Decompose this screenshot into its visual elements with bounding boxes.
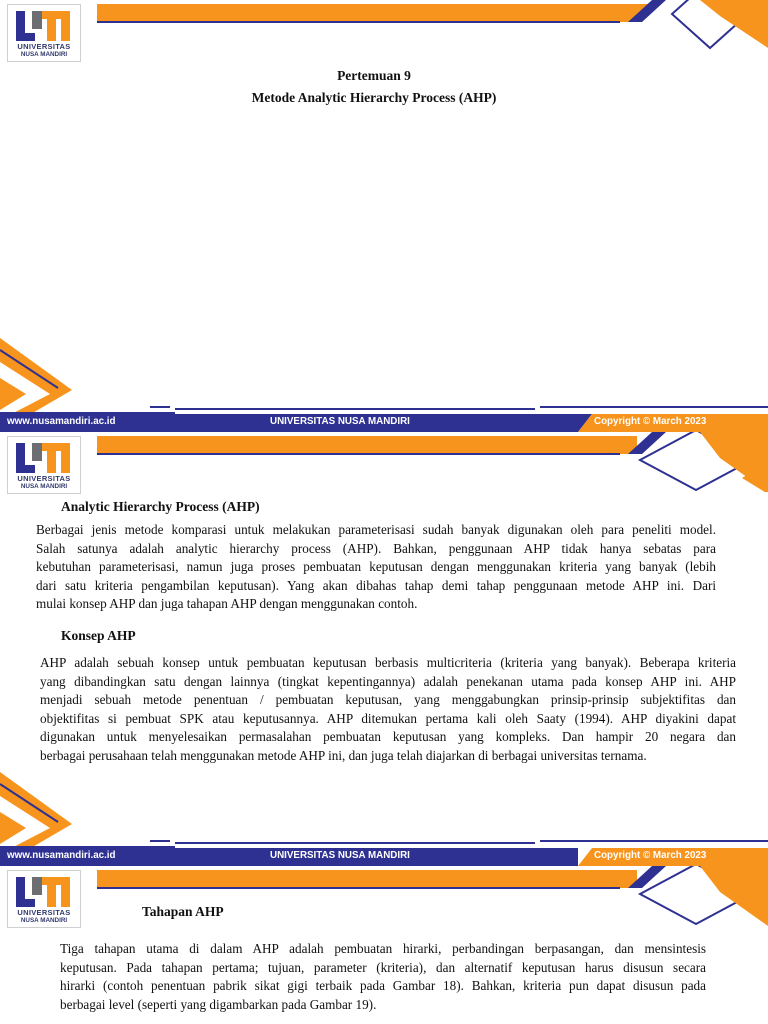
header-banner — [0, 0, 768, 60]
footer-copyright: Copyright © March 2023 — [594, 850, 707, 861]
page-2 — [0, 432, 768, 866]
header-banner — [0, 432, 768, 492]
footer-url: www.nusamandiri.ac.id — [7, 416, 116, 427]
logo-text-universitas: UNIVERSITAS — [17, 908, 71, 917]
footer-url: www.nusamandiri.ac.id — [7, 850, 116, 861]
paragraph-line: berbagai perusahaan telah menggunakan metode AHP ini, dan juga telah diajarkan di berbagai universitas ternama. — [40, 747, 647, 763]
subheading-konsep: Konsep AHP — [61, 628, 136, 643]
footer-copyright: Copyright © March 2023 — [594, 416, 707, 427]
paragraph-line: Salah satunya adalah analytic hierarchy process (AHP). Bahkan, penggunaan AHP tidak hanya sebatas para — [36, 540, 716, 556]
paragraph-line: mulai konsep AHP dan juga tahapan AHP dengan menggunakan contoh. — [36, 596, 418, 612]
university-logo — [7, 870, 81, 928]
logo-mark-icon — [12, 7, 76, 43]
paragraph-line: digunakan untuk menyelesaikan permasalahan pembuatan keputusan yang kompleks. Dan hampir 20 negara dan — [40, 729, 736, 745]
page-1 — [0, 0, 768, 432]
konsep-paragraph — [40, 654, 736, 766]
university-logo — [7, 4, 81, 62]
logo-text-universitas: UNIVERSITAS — [17, 42, 71, 51]
university-logo — [7, 436, 81, 494]
paragraph-line: yang dibandingkan satu dengan lainnya (tingkat kepentingannya) adalah penekanan utama pada konsep AHP ini. AHP — [40, 673, 736, 689]
logo-text-nusa-mandiri: NUSA MANDIRI — [20, 483, 68, 490]
logo-text-nusa-mandiri: NUSA MANDIRI — [20, 51, 68, 58]
paragraph-line: AHP adalah sebuah konsep untuk pembuatan keputusan berbasis multicriteria (kriteria yang banyak). Beberapa kriteria — [40, 655, 736, 670]
paragraph-line: Berbagai jenis metode komparasi untuk melakukan parameterisasi sudah banyak digunakan oleh para peneliti model. — [36, 522, 716, 537]
paragraph-line: keputusan. Pada tahapan pertama; tujuan, parameter (kriteria), dan alternatif keputusan harus disusun secara — [60, 959, 706, 975]
page-3 — [0, 866, 768, 1024]
meeting-number: Pertemuan 9 — [337, 68, 411, 83]
intro-paragraph — [36, 521, 716, 614]
logo-mark-icon — [12, 873, 76, 909]
paragraph-line: menjadi sebuah metode penentuan / pembuatan keputusan, yang menggabungkan prinsip-prinsip subjektifitas dan — [40, 692, 736, 708]
tahapan-paragraph — [60, 940, 706, 1014]
logo-mark-icon — [12, 439, 76, 475]
paragraph-line: Tiga tahapan utama di dalam AHP adalah pembuatan hirarki, perbandingan berpasangan, dan mensintesis — [60, 941, 706, 956]
document-title: Metode Analytic Hierarchy Process (AHP) — [251, 90, 497, 105]
page-footer — [0, 772, 768, 862]
paragraph-line: kebutuhan parameterisasi, namun juga proses pembuatan keputusan dengan menggunakan kriteria yang banyak (lebih — [36, 559, 716, 575]
paragraph-line: objektifitas si pembuat SPK atau keputusannya. AHP ditemukan pertama kali oleh Saaty (1994). AHP diyakini dapat — [40, 710, 736, 726]
header-banner — [0, 866, 768, 926]
logo-text-universitas: UNIVERSITAS — [17, 474, 71, 483]
footer-university: UNIVERSITAS NUSA MANDIRI — [270, 850, 410, 861]
logo-text-nusa-mandiri: NUSA MANDIRI — [20, 917, 68, 924]
paragraph-line: hirarki (contoh penentuan pabrik sikat gigi terbaik pada Gambar 18). Bahkan, kriteria pun dapat disusun pada — [60, 978, 706, 994]
paragraph-line: dari satu kriteria pengambilan keputusan). Yang akan dibahas tahap demi tahap penggunaan metode AHP ini. Dari — [36, 577, 716, 593]
section-heading-tahapan: Tahapan AHP — [142, 904, 224, 919]
section-heading-ahp: Analytic Hierarchy Process (AHP) — [61, 499, 260, 514]
paragraph-line: berbagai level (seperti yang digambarkan pada Gambar 19). — [60, 996, 377, 1012]
page-footer — [0, 338, 768, 428]
footer-university: UNIVERSITAS NUSA MANDIRI — [270, 416, 410, 427]
